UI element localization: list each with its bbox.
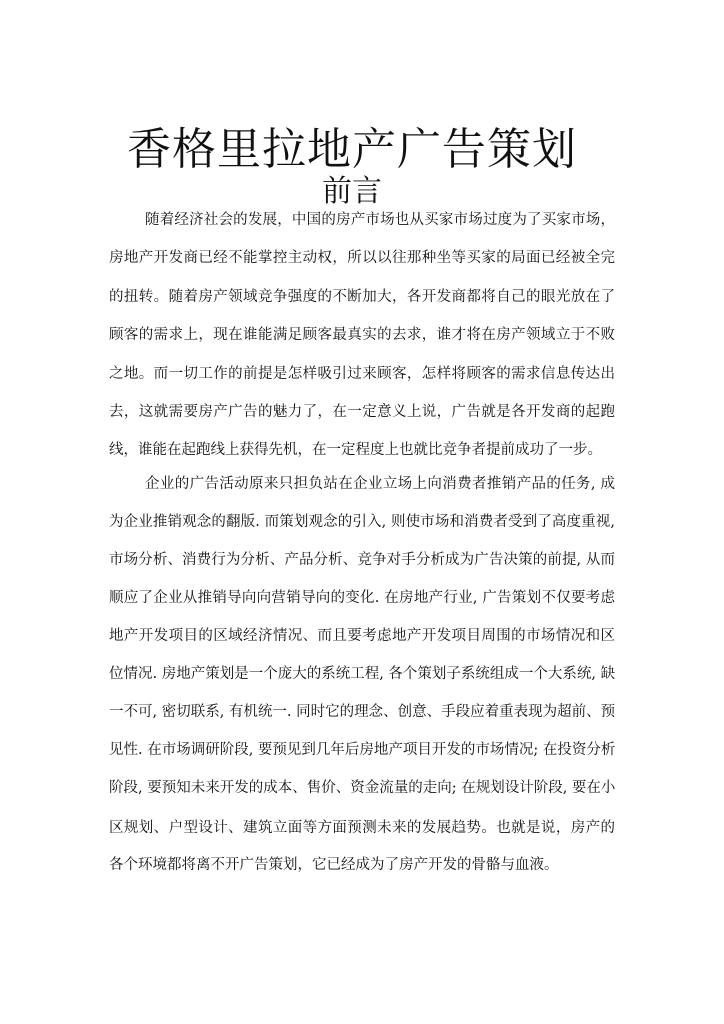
paragraph-2-line: 市场分析、消费行为分析、产品分析、竞争对手分析成为广告决策的前提, 从而 (109, 552, 615, 568)
paragraph-1-line: 的扭转。随着房产领域竞争强度的不断加大，各开发商都将自己的眼光放在了 (109, 289, 615, 305)
document-title: 香格里拉地产广告策划 (127, 124, 577, 175)
paragraph-2-line: 位情况. 房地产策划是一个庞大的系统工程, 各个策划子系统组成一个大系统, 缺 (109, 666, 616, 682)
paragraph-1-line: 随着经济社会的发展，中国的房产市场也从买家市场过度为了买家市场， (145, 212, 615, 228)
paragraph-2-line: 地产开发项目的区域经济情况、而且要考虑地产开发项目周围的市场情况和区 (109, 628, 615, 644)
paragraph-1-line: 去，这就需要房产广告的魅力了，在一定意义上说，广告就是各开发商的起跑 (109, 404, 615, 420)
paragraph-1-line: 线，谁能在起跑线上获得先机，在一定程度上也就比竞争者提前成功了一步。 (109, 442, 602, 458)
paragraph-2-line: 见性. 在市场调研阶段, 要预见到几年后房地产项目开发的市场情况; 在投资分析 (109, 742, 616, 758)
paragraph-2-line: 区规划、户型设计、建筑立面等方面预测未来的发展趋势。也就是说，房产的 (109, 820, 615, 836)
paragraph-2-line: 阶段, 要预知未来开发的成本、售价、资金流量的走向; 在规划设计阶段, 要在小 (109, 780, 616, 796)
section-title: 前言 (322, 174, 382, 209)
paragraph-2-line: 顺应了企业从推销导向向营销导向的变化. 在房地产行业, 广告策划不仅要考虑 (109, 590, 615, 606)
paragraph-1-line: 顾客的需求上，现在谁能满足顾客最真实的去求，谁才将在房产领域立于不败 (109, 327, 615, 343)
paragraph-2-line: 企业的广告活动原来只担负站在企业立场上向消费者推销产品的任务, 成 (145, 476, 615, 492)
paragraph-2-line: 一不可, 密切联系, 有机统一. 同时它的理念、创意、手段应着重表现为超前、预 (109, 704, 616, 720)
paragraph-2-line: 为企业推销观念的翻版. 而策划观念的引入, 则使市场和消费者受到了高度重视, (109, 514, 615, 530)
paragraph-1-line: 房地产开发商已经不能掌控主动权，所以以往那种坐等买家的局面已经被全完 (109, 250, 615, 266)
paragraph-1-line: 之地。而一切工作的前提是怎样吸引过来顾客，怎样将顾客的需求信息传达出 (109, 366, 615, 382)
paragraph-2-line: 各个环境都将离不开广告策划，它已经成为了房产开发的骨骼与血液。 (109, 857, 559, 873)
